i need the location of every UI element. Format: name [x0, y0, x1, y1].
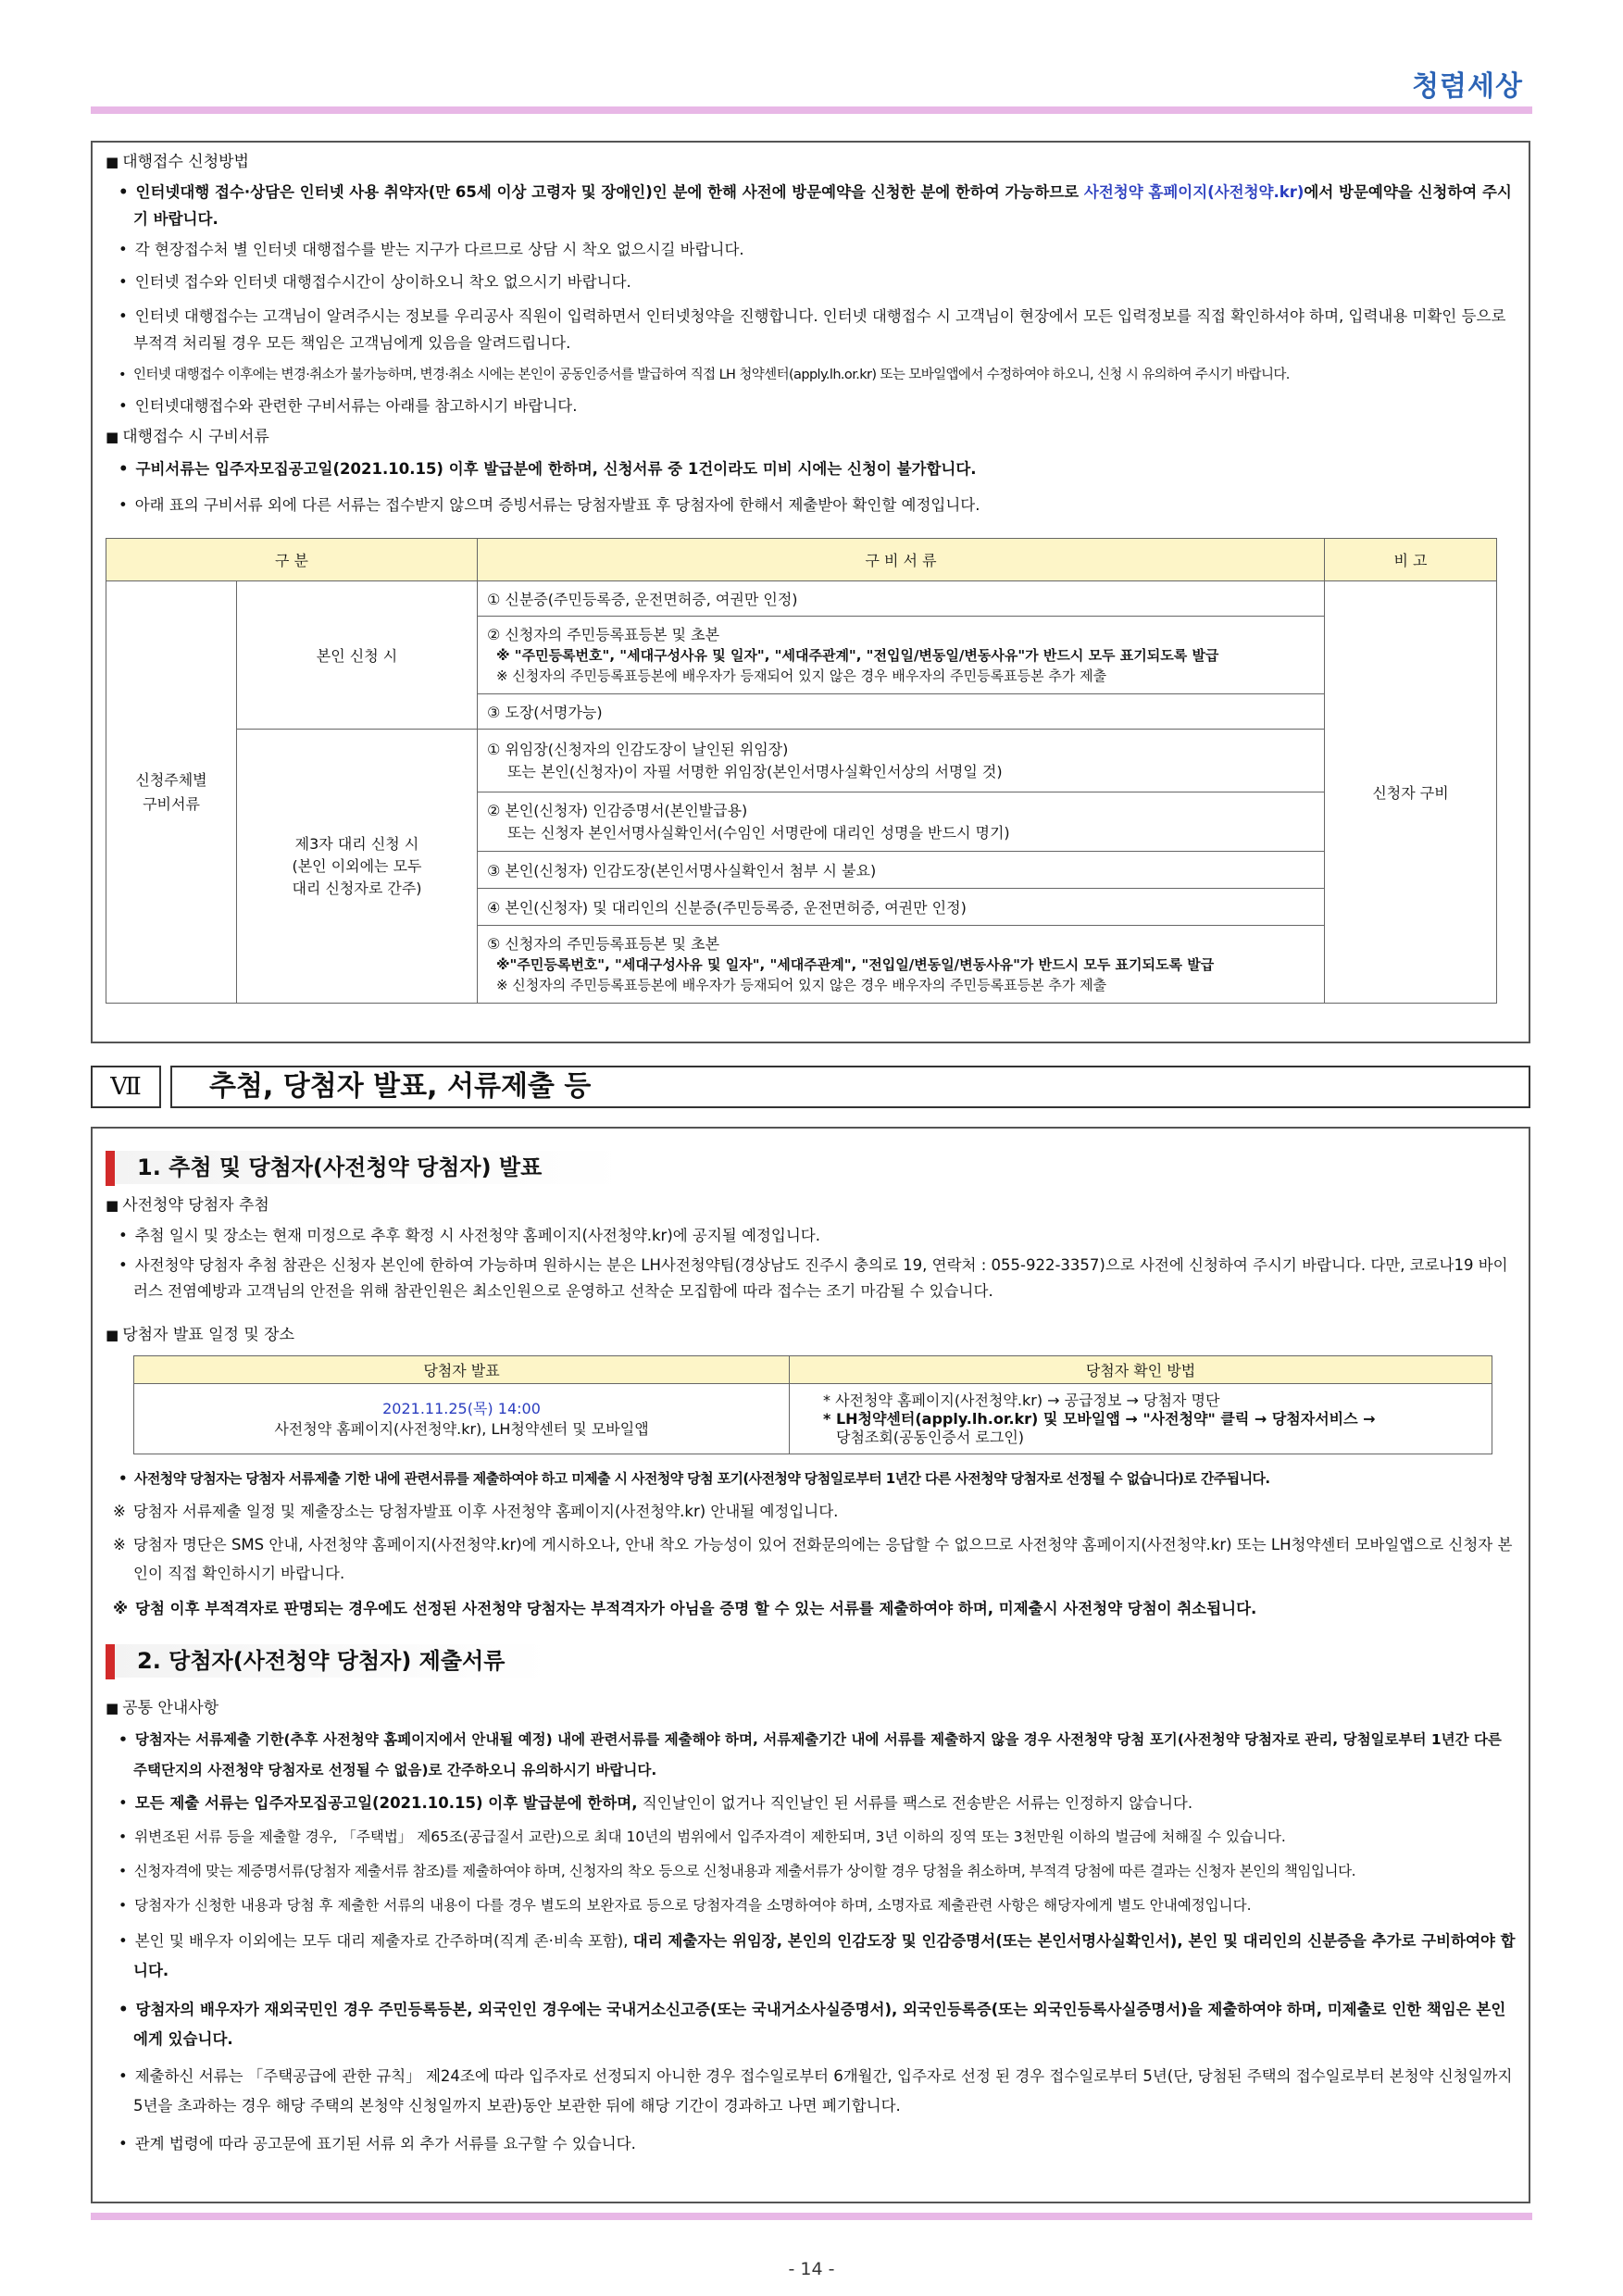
draw-bullet-2: • 사전청약 당첨자 추첨 참관은 신청자 본인에 한하여 가능하며 원하시는 분은 LH사전청약팀(경상남도 진주시 충의로 19, 연락처 : 055-922-3357)으로 사전에 신청하여 주시기 바랍니다. 다만, 코로나19 바이러스 전염예방과 고객님의 안전을 위해 참관인원은 최소인원으로 운영하고 선착순 모집함에 따라 접수는 조기 마감될 수 있습니다.: [106, 1253, 1516, 1304]
docs-bullet-1: • 구비서류는 입주자모집공고일(2021.10.15) 이후 발급분에 한하며, 신청서류 중 1건이라도 미비 시에는 신청이 불가합니다.: [106, 457, 1516, 480]
table-header-remarks: 비 고: [1325, 539, 1497, 581]
common-bullet-4: • 신청자격에 맞는 제증명서류(당첨자 제출서류 참조)를 제출하여야 하며, 신청자의 착오 등으로 신청내용과 제출서류가 상이할 경우 당첨을 취소하며, 부적격 당첨에 따른 결과는 신청자 본인의 책임입니다.: [106, 1860, 1516, 1883]
method-bullet-4: • 인터넷 대행접수는 고객님이 알려주시는 정보를 우리공사 직원이 입력하면서 인터넷청약을 진행합니다. 인터넷 대행접수 시 고객님이 현장에서 모든 입력정보를 직접 확인하셔야 하며, 입력내용 미확인 등으로 부적격 처리될 경우 모든 책임은 고객님에게 있음을 알려드립니다.: [106, 303, 1516, 356]
common-bullet-9: • 관계 법령에 따라 공고문에 표기된 서류 외 추가 서류를 요구할 수 있습니다.: [106, 2132, 1516, 2155]
common-bullet-6: • 본인 및 배우자 이외에는 모두 대리 제출자로 간주하며(직계 존·비속 포함), 대리 제출자는 위임장, 본인의 인감도장 및 인감증명서(또는 본인서명사실확인서), 본인 및 대리인의 신분증을 추가로 구비하여야 합니다.: [106, 1927, 1516, 1986]
submission-bullet: • 사전청약 당첨자는 당첨자 서류제출 기한 내에 관련서류를 제출하여야 하고 미제출 시 사전청약 당첨 포기(사전청약 당첨일로부터 1년간 다른 사전청약 당첨자로 선정될 수 없습니다)로 간주됩니다.: [106, 1467, 1516, 1491]
third-party-label: 제3자 대리 신청 시 (본인 이외에는 모두 대리 신청자로 간주): [237, 730, 478, 1004]
doc-row: ③ 본인(신청자) 인감도장(본인서명사실확인서 첨부 시 불요): [477, 852, 1324, 889]
note-3: ※ 당첨 이후 부적격자로 판명되는 경우에도 선정된 사전청약 당첨자는 부적격자가 아님을 증명 할 수 있는 서류를 제출하여야 하며, 미제출시 사전청약 당첨이 취소됩니다.: [106, 1597, 1516, 1620]
self-apply-label: 본인 신청 시: [237, 581, 478, 730]
common-bullet-1: • 당첨자는 서류제출 기한(추후 사전청약 홈페이지에서 안내될 예정) 내에 관련서류를 제출해야 하며, 서류제출기간 내에 서류를 제출하지 않을 경우 사전청약 당첨 포기(사전청약 당첨자로 관리, 당첨일로부터 1년간 다른 주택단지의 사전청약 당첨자로 선정될 수 없음)로 간주하오니 유의하시기 바랍니다.: [106, 1725, 1516, 1786]
top-divider: [91, 106, 1532, 114]
docs-heading: ■ 대행접수 시 구비서류: [106, 423, 1516, 446]
doc-row: ① 위임장(신청자의 인감도장이 날인된 위임장) 또는 본인(신청자)이 자필 서명한 위임장(본인서명사실확인서상의 서명일 것): [477, 730, 1324, 792]
method-bullet-6: • 인터넷대행접수와 관련한 구비서류는 아래를 참고하시기 바랍니다.: [106, 394, 1516, 418]
docs-bullet-2: • 아래 표의 구비서류 외에 다른 서류는 접수받지 않으며 증빙서류는 당첨자발표 후 당첨자에 한해서 제출받아 확인할 예정입니다.: [106, 493, 1516, 517]
bottom-divider: [91, 2213, 1532, 2220]
presubscription-link[interactable]: 사전청약 홈페이지(사전청약.kr): [1083, 183, 1305, 201]
doc-row: ① 신분증(주민등록증, 운전면허증, 여권만 인정): [477, 581, 1324, 617]
subsection-1-title: 1. 추첨 및 당첨자(사전청약 당첨자) 발표: [106, 1151, 655, 1184]
doc-row: ⑤ 신청자의 주민등록표등본 및 초본 ※"주민등록번호", "세대구성사유 및 일자", "세대주관계", "전입일/변동일/변동사유"가 반드시 모두 표기되도록 발급 ※ 신청자의 주민등록표등본에 배우자가 등재되어 있지 않은 경우 배우자의 주민등록표등본 추가 제출: [477, 926, 1324, 1004]
announce-header: 당첨자 발표: [134, 1356, 790, 1384]
section-title: 추첨, 당첨자 발표, 서류제출 등: [170, 1066, 1530, 1108]
schedule-heading: ■ 당첨자 발표 일정 및 장소: [106, 1321, 1516, 1344]
table-header-documents: 구 비 서 류: [477, 539, 1324, 581]
note-1: ※ 당첨자 서류제출 일정 및 제출장소는 당첨자발표 이후 사전청약 홈페이지(사전청약.kr) 안내될 예정입니다.: [106, 1500, 1516, 1523]
doc-row: ② 본인(신청자) 인감증명서(본인발급용) 또는 신청자 본인서명사실확인서(수임인 서명란에 대리인 성명을 반드시 명기): [477, 792, 1324, 852]
section-number: Ⅶ: [91, 1066, 161, 1108]
table-header-category: 구 분: [106, 539, 478, 581]
method-heading: ■ 대행접수 신청방법: [106, 148, 1516, 171]
subsection-2-title: 2. 당첨자(사전청약 당첨자) 제출서류: [106, 1644, 581, 1678]
announce-date: 2021.11.25(목) 14:00: [382, 1399, 541, 1417]
logo: 청렴세상: [1412, 70, 1523, 103]
draw-heading: ■ 사전청약 당첨자 추첨: [106, 1192, 1516, 1215]
announcement-section-box: [91, 1127, 1530, 2203]
method-bullet-1: • 인터넷대행 접수·상담은 인터넷 사용 취약자(만 65세 이상 고령자 및 장애인)인 분에 한해 사전에 방문예약을 신청한 분에 한하여 가능하므로 사전청약 홈페이지(사전청약.kr)에서 방문예약을 신청하여 주시기 바랍니다.: [106, 179, 1516, 232]
method-bullet-3: • 인터넷 접수와 인터넷 대행접수시간이 상이하오니 착오 없으시기 바랍니다.: [106, 270, 1516, 293]
common-bullet-7: • 당첨자의 배우자가 재외국민인 경우 주민등록등본, 외국인인 경우에는 국내거소신고증(또는 국내거소사실증명서), 외국인등록증(또는 외국인등록사실증명서)을 제출하여야 하며, 미제출로 인한 책임은 본인에게 있습니다.: [106, 1995, 1516, 2054]
common-bullet-8: • 제출하신 서류는 「주택공급에 관한 규칙」 제24조에 따라 입주자로 선정되지 아니한 경우 접수일로부터 6개월간, 입주자로 선정 된 경우 접수일로부터 5년(단, 당첨된 주택의 접수일로부터 본청약 신청일까지 5년을 초과하는 경우 해당 주택의 본청약 신청일까지 보관)동안 보관한 뒤에 해당 기간이 경과하고 나면 폐기합니다.: [106, 2062, 1516, 2121]
proxy-section-box: [91, 141, 1530, 1043]
common-heading: ■ 공통 안내사항: [106, 1694, 1516, 1717]
remarks-cell: 신청자 구비: [1325, 581, 1497, 1004]
note-2: ※ 당첨자 명단은 SMS 안내, 사전청약 홈페이지(사전청약.kr)에 게시하오나, 안내 착오 가능성이 있어 전화문의에는 응답할 수 없으므로 사전청약 홈페이지(사전청약.kr) 또는 LH청약센터 모바일앱으로 신청자 본인이 직접 확인하시기 바랍니다.: [106, 1530, 1516, 1588]
check-method-header: 당첨자 확인 방법: [790, 1356, 1492, 1384]
draw-bullet-1: • 추첨 일시 및 장소는 현재 미정으로 추후 확정 시 사전청약 홈페이지(사전청약.kr)에 공지될 예정입니다.: [106, 1224, 1516, 1247]
method-bullet-5: • 인터넷 대행접수 이후에는 변경·취소가 불가능하며, 변경·취소 시에는 본인이 공동인증서를 발급하여 직접 LH 청약센터(apply.lh.or.kr) 또는 모바일앱에서 수정하여야 하오니, 신청 시 유의하여 주시기 바랍니다.: [106, 364, 1516, 387]
common-bullet-3: • 위변조된 서류 등을 제출할 경우, 「주택법」 제65조(공급질서 교란)으로 최대 10년의 범위에서 입주자격이 제한되며, 3년 이하의 징역 또는 3천만원 이하의 벌금에 처해질 수 있습니다.: [106, 1826, 1516, 1849]
required-documents-table: [106, 538, 1497, 1004]
doc-row: ② 신청자의 주민등록표등본 및 초본 ※ "주민등록번호", "세대구성사유 및 일자", "세대주관계", "전입일/변동일/변동사유"가 반드시 모두 표기되도록 발급 ※ 신청자의 주민등록표등본에 배우자가 등재되어 있지 않은 경우 배우자의 주민등록표등본 추가 제출: [477, 617, 1324, 694]
announce-cell: 2021.11.25(목) 14:00 사전청약 홈페이지(사전청약.kr), LH청약센터 및 모바일앱: [134, 1384, 790, 1454]
check-method-cell: * 사전청약 홈페이지(사전청약.kr) → 공급정보 → 당첨자 명단 * LH청약센터(apply.lh.or.kr) 및 모바일앱 → "사전청약" 클릭 → 당첨자서비스 → 당첨조회(공동인증서 로그인): [790, 1384, 1492, 1454]
page-number: - 14 -: [788, 2259, 835, 2279]
section-header: [91, 1066, 1530, 1108]
common-bullet-2: • 모든 제출 서류는 입주자모집공고일(2021.10.15) 이후 발급분에 한하며, 직인날인이 없거나 직인날인 된 서류를 팩스로 전송받은 서류는 인정하지 않습니다.: [106, 1791, 1516, 1815]
group-cell: 신청주체별 구비서류: [106, 581, 237, 1004]
doc-row: ③ 도장(서명가능): [477, 694, 1324, 730]
announcement-table: [133, 1355, 1492, 1454]
method-bullet-2: • 각 현장접수처 별 인터넷 대행접수를 받는 지구가 다르므로 상담 시 착오 없으시길 바랍니다.: [106, 238, 1516, 261]
doc-row: ④ 본인(신청자) 및 대리인의 신분증(주민등록증, 운전면허증, 여권만 인정): [477, 889, 1324, 926]
common-bullet-5: • 당첨자가 신청한 내용과 당첨 후 제출한 서류의 내용이 다를 경우 별도의 보완자료 등으로 당첨자격을 소명하여야 하며, 소명자료 제출관련 사항은 해당자에게 별도 안내예정입니다.: [106, 1894, 1516, 1917]
